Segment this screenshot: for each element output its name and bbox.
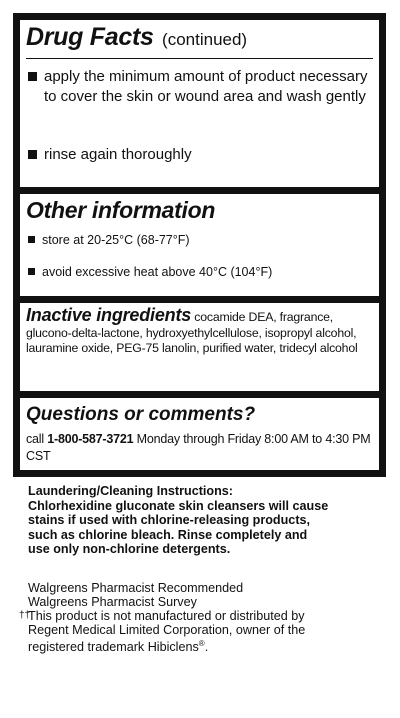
drug-facts-heading	[26, 23, 247, 52]
drug-facts-directions-box	[20, 20, 379, 187]
registered-mark: ®	[198, 639, 205, 648]
survey-claim: Walgreens Pharmacist Survey	[28, 595, 197, 609]
questions-text	[26, 431, 374, 465]
call-label: call	[26, 432, 48, 446]
hours-text: Monday through Friday 8:00 AM to 4:30 PM CST	[26, 432, 371, 463]
laundering-line: Chlorhexidine gluconate skin cleansers will cause	[28, 498, 329, 513]
recommended-claim: Walgreens Pharmacist Recommended	[28, 581, 244, 595]
disclaimer-line	[19, 609, 384, 623]
footer-notes	[19, 581, 384, 654]
other-information-title: Other information	[26, 197, 216, 223]
inactive-ingredients-list: cocamide DEA, fragrance, glucono-delta-lactone, hydroxyethylcellulose, isopropyl alcohol, lauramine oxide, PEG-75 lanolin, purified water, tridecyl alcohol	[26, 310, 358, 355]
laundering-line: use only non-chlorine detergents.	[28, 542, 231, 556]
continued-label: (continued)	[162, 30, 248, 49]
drug-facts-title: Drug Facts	[26, 23, 154, 51]
inactive-ingredients-paragraph	[26, 305, 374, 357]
inactive-ingredients-title: Inactive ingredients	[26, 305, 192, 325]
square-bullet-icon	[28, 72, 37, 81]
inactive-ingredients-box	[20, 303, 379, 391]
square-bullet-icon	[28, 150, 37, 159]
directions-bullet-text: apply the minimum amount of product necessary to cover the skin or wound area and wash gently	[44, 68, 368, 105]
laundering-line: stains if used with chlorine-releasing products,	[28, 513, 311, 527]
directions-bullet	[28, 67, 369, 107]
phone-number: 1-800-587-3721	[47, 432, 134, 446]
square-bullet-icon	[28, 236, 35, 243]
other-information-bullet-text: avoid excessive heat above 40°C (104°F)	[42, 265, 273, 279]
directions-bullet-text: rinse again thoroughly	[44, 146, 192, 163]
disclaimer-text: This product is not manufactured or distributed by	[28, 609, 305, 623]
other-information-bullet	[28, 232, 372, 248]
heading-rule	[26, 58, 373, 59]
drug-facts-panel	[13, 13, 386, 477]
disclaimer-line: Regent Medical Limited Corporation, owner of the	[28, 623, 306, 637]
other-information-bullet-text: store at 20-25°C (68-77°F)	[42, 233, 190, 247]
directions-bullet	[28, 145, 369, 165]
questions-box	[20, 398, 379, 470]
laundering-instructions	[28, 484, 378, 557]
laundering-heading: Laundering/Cleaning Instructions:	[28, 484, 234, 498]
dagger-mark: ††	[19, 610, 31, 621]
other-information-box	[20, 194, 379, 296]
disclaimer-line	[19, 637, 384, 654]
laundering-line: such as chlorine bleach. Rinse completely and	[28, 527, 308, 542]
period: .	[204, 640, 209, 655]
other-information-bullet	[28, 264, 372, 280]
questions-title: Questions or comments?	[26, 404, 256, 425]
trademark-text: registered trademark Hibiclens	[28, 640, 199, 655]
square-bullet-icon	[28, 268, 35, 275]
